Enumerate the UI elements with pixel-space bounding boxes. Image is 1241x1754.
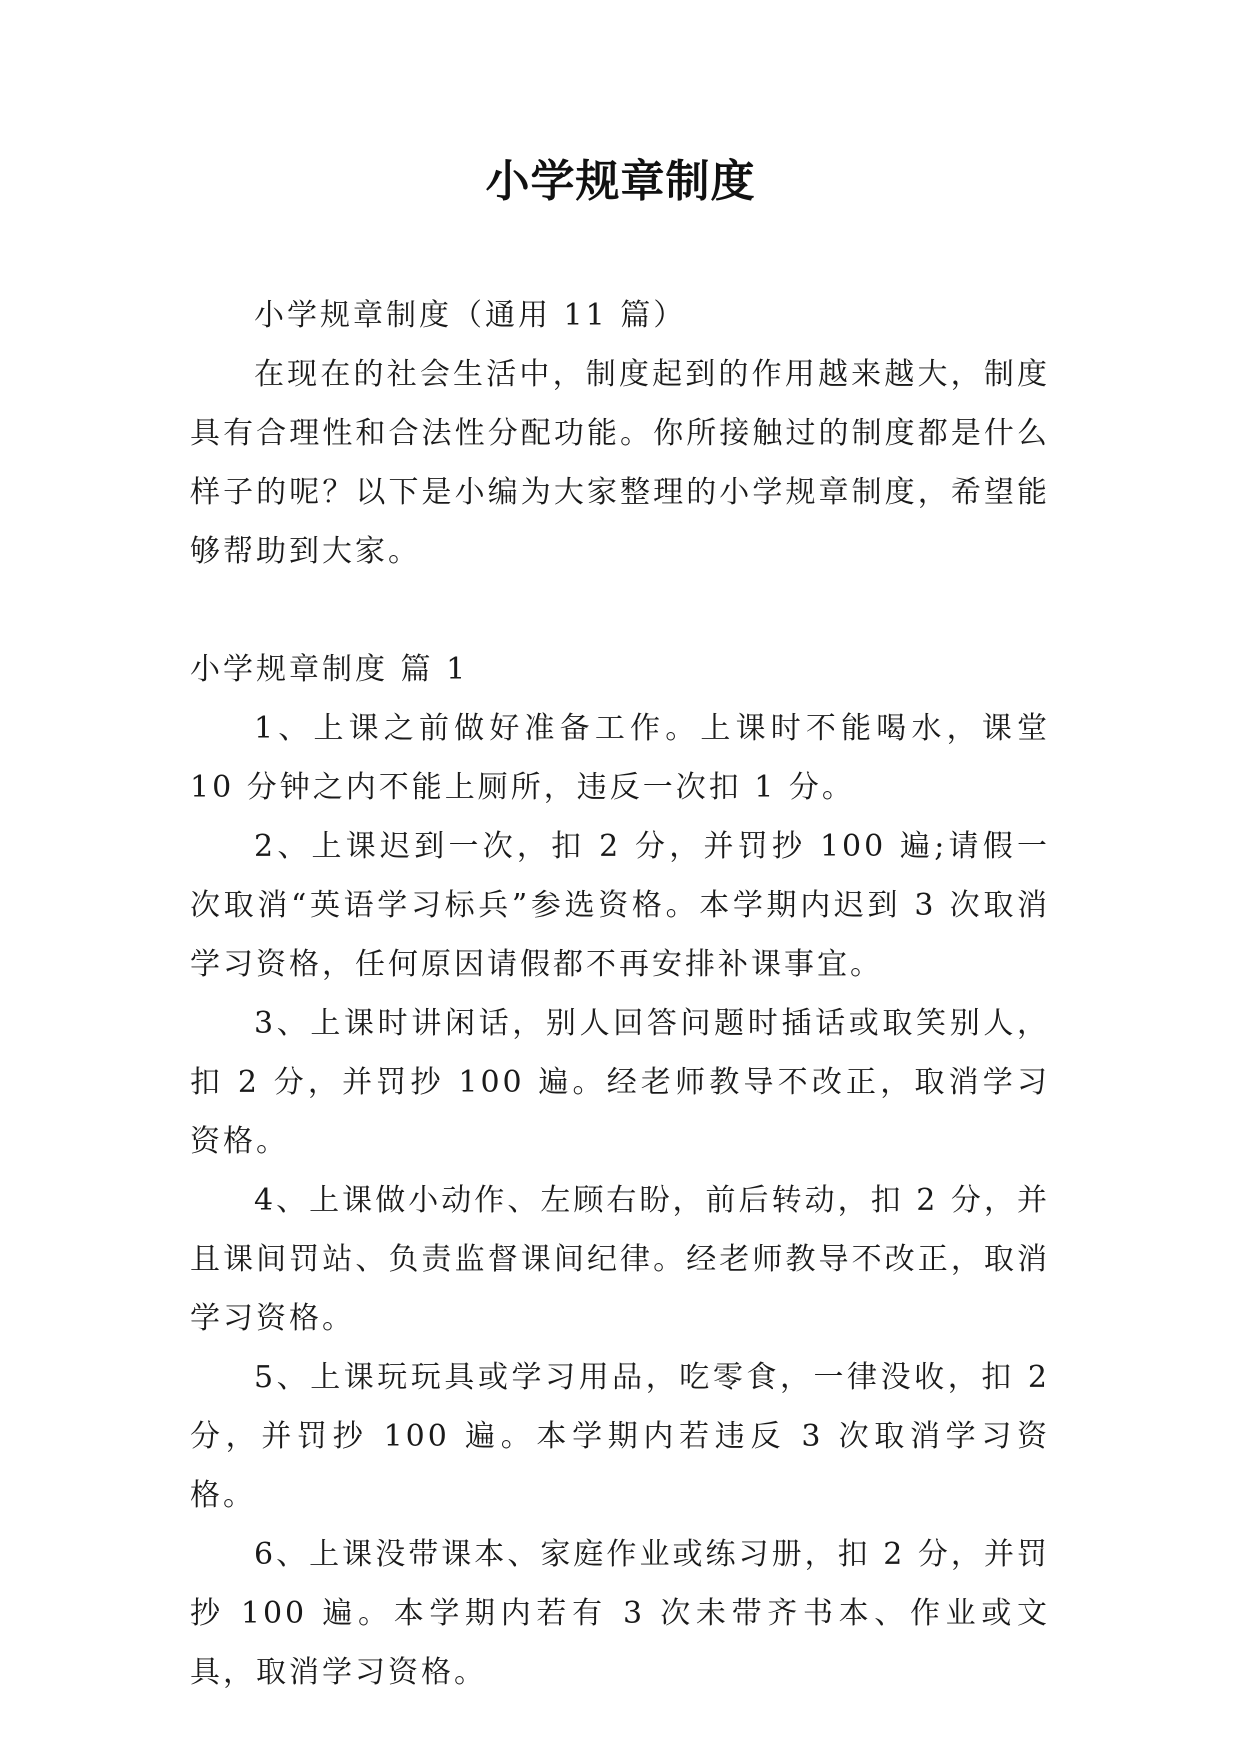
intro-paragraph: 在现在的社会生活中，制度起到的作用越来越大，制度具有合理性和合法性分配功能。你所接触过的制度都是什么样子的呢？以下是小编为大家整理的小学规章制度，希望能够帮助到大家。 <box>190 357 1050 569</box>
rule-paragraph: 4、上课做小动作、左顾右盼，前后转动，扣 2 分，并且课间罚站、负责监督课间纪律。经老师教导不改正，取消学习资格。 <box>190 1183 1050 1336</box>
rule-paragraph: 5、上课玩玩具或学习用品，吃零食，一律没收，扣 2 分，并罚抄 100 遍。本学期内若违反 3 次取消学习资格。 <box>190 1360 1050 1513</box>
document-title: 小学规章制度 <box>485 156 756 207</box>
rule-paragraph: 1、上课之前做好准备工作。上课时不能喝水，课堂 10 分钟之内不能上厕所，违反一次扣 1 分。 <box>190 711 1050 805</box>
document-subtitle: 小学规章制度（通用 11 篇） <box>254 298 687 333</box>
paragraph-spacer <box>190 581 1050 640</box>
rule-paragraph: 6、上课没带课本、家庭作业或练习册，扣 2 分，并罚抄 100 遍。本学期内若有 3 次未带齐书本、作业或文具，取消学习资格。 <box>190 1537 1050 1690</box>
rule-paragraph: 3、上课时讲闲话，别人回答问题时插话或取笑别人，扣 2 分，并罚抄 100 遍。经老师教导不改正，取消学习资格。 <box>190 1006 1050 1159</box>
document-body <box>190 286 1050 1702</box>
section-heading: 小学规章制度 篇 1 <box>190 652 469 687</box>
rule-paragraph: 2、上课迟到一次，扣 2 分，并罚抄 100 遍;请假一次取消“英语学习标兵”参选资格。本学期内迟到 3 次取消学习资格，任何原因请假都不再安排补课事宜。 <box>190 829 1050 982</box>
